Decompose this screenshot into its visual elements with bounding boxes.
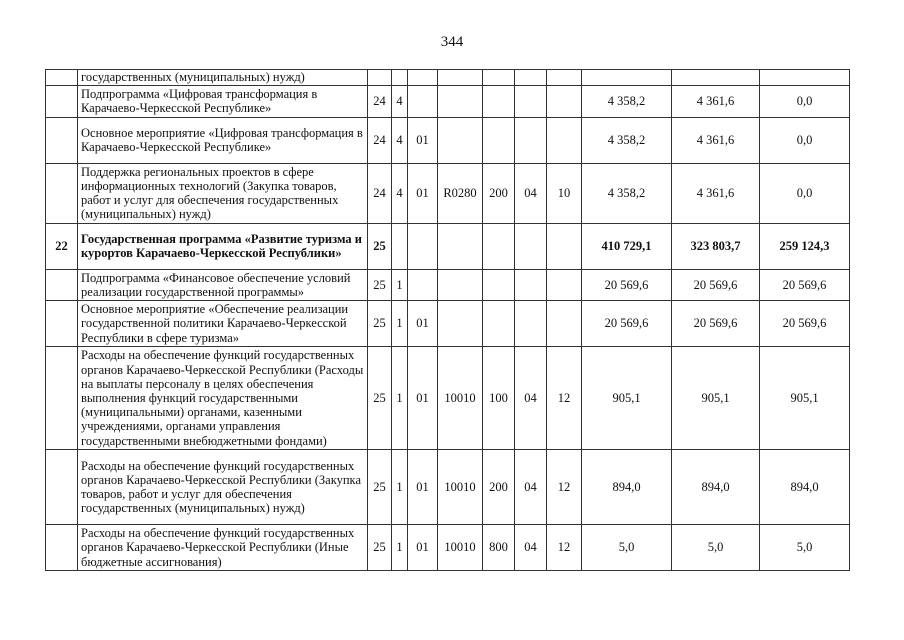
code-gp-cell: 25 bbox=[368, 347, 392, 450]
code-expense-type-cell bbox=[483, 70, 515, 86]
row-name-cell: Подпрограмма «Цифровая трансформация в Карачаево-Черкесской Республике» bbox=[78, 86, 368, 117]
amount-year1-cell: 20 569,6 bbox=[582, 269, 672, 300]
amount-year2-cell: 4 361,6 bbox=[672, 163, 760, 223]
row-number-cell bbox=[46, 117, 78, 163]
code-expense-type-cell: 200 bbox=[483, 163, 515, 223]
code-section-cell bbox=[515, 269, 547, 300]
amount-year2-cell: 323 803,7 bbox=[672, 223, 760, 269]
code-pp-cell bbox=[392, 70, 408, 86]
table-row bbox=[46, 163, 850, 223]
code-section-cell: 04 bbox=[515, 525, 547, 571]
budget-table bbox=[45, 69, 850, 571]
table-row bbox=[46, 525, 850, 571]
code-gp-cell: 25 bbox=[368, 525, 392, 571]
amount-year1-cell: 20 569,6 bbox=[582, 301, 672, 347]
code-gp-cell: 25 bbox=[368, 269, 392, 300]
code-gp-cell: 25 bbox=[368, 223, 392, 269]
code-subsection-cell bbox=[547, 117, 582, 163]
code-direction-cell: 10010 bbox=[438, 525, 483, 571]
code-direction-cell: R0280 bbox=[438, 163, 483, 223]
code-pp-cell: 4 bbox=[392, 163, 408, 223]
code-pp-cell: 1 bbox=[392, 525, 408, 571]
amount-year2-cell: 5,0 bbox=[672, 525, 760, 571]
table-row bbox=[46, 301, 850, 347]
code-section-cell bbox=[515, 117, 547, 163]
code-expense-type-cell bbox=[483, 117, 515, 163]
amount-year1-cell: 4 358,2 bbox=[582, 117, 672, 163]
code-gp-cell bbox=[368, 70, 392, 86]
row-number-cell: 22 bbox=[46, 223, 78, 269]
amount-year3-cell: 905,1 bbox=[760, 347, 850, 450]
amount-year1-cell: 4 358,2 bbox=[582, 163, 672, 223]
code-subsection-cell bbox=[547, 223, 582, 269]
amount-year3-cell: 0,0 bbox=[760, 163, 850, 223]
amount-year2-cell: 20 569,6 bbox=[672, 301, 760, 347]
row-number-cell bbox=[46, 70, 78, 86]
code-om-cell: 01 bbox=[408, 117, 438, 163]
code-section-cell: 04 bbox=[515, 347, 547, 450]
code-om-cell: 01 bbox=[408, 347, 438, 450]
code-om-cell bbox=[408, 86, 438, 117]
code-subsection-cell: 12 bbox=[547, 450, 582, 525]
code-section-cell: 04 bbox=[515, 163, 547, 223]
code-expense-type-cell bbox=[483, 301, 515, 347]
code-subsection-cell: 12 bbox=[547, 347, 582, 450]
row-number-cell bbox=[46, 86, 78, 117]
code-gp-cell: 24 bbox=[368, 86, 392, 117]
code-expense-type-cell: 100 bbox=[483, 347, 515, 450]
code-direction-cell bbox=[438, 223, 483, 269]
code-pp-cell: 4 bbox=[392, 117, 408, 163]
row-name-cell: Государственная программа «Развитие туризма и курортов Карачаево-Черкесской Республики» bbox=[78, 223, 368, 269]
amount-year2-cell: 20 569,6 bbox=[672, 269, 760, 300]
amount-year2-cell: 4 361,6 bbox=[672, 117, 760, 163]
code-expense-type-cell bbox=[483, 86, 515, 117]
amount-year3-cell: 5,0 bbox=[760, 525, 850, 571]
code-section-cell bbox=[515, 70, 547, 86]
code-direction-cell bbox=[438, 86, 483, 117]
code-expense-type-cell bbox=[483, 223, 515, 269]
table-row bbox=[46, 347, 850, 450]
code-om-cell: 01 bbox=[408, 301, 438, 347]
code-gp-cell: 25 bbox=[368, 301, 392, 347]
page-number: 344 bbox=[440, 34, 464, 50]
row-name-cell: Поддержка региональных проектов в сфере информационных технологий (Закупка товаров, работ и услуг для обеспечения государственных (муниципальных) нужд) bbox=[78, 163, 368, 223]
code-direction-cell: 10010 bbox=[438, 450, 483, 525]
amount-year2-cell: 905,1 bbox=[672, 347, 760, 450]
code-om-cell: 01 bbox=[408, 163, 438, 223]
code-expense-type-cell: 200 bbox=[483, 450, 515, 525]
code-pp-cell: 1 bbox=[392, 269, 408, 300]
table-row bbox=[46, 117, 850, 163]
row-name-cell: Расходы на обеспечение функций государственных органов Карачаево-Черкесской Республики (Расходы на выплаты персоналу в целях обеспечения выполнения функций государственными (муниципальными) органами, казенными учреждениями, органами управления государственными внебюджетными фондами) bbox=[78, 347, 368, 450]
code-subsection-cell bbox=[547, 301, 582, 347]
row-name-cell: Подпрограмма «Финансовое обеспечение условий реализации государственной программы» bbox=[78, 269, 368, 300]
amount-year2-cell: 4 361,6 bbox=[672, 86, 760, 117]
code-subsection-cell bbox=[547, 86, 582, 117]
code-expense-type-cell bbox=[483, 269, 515, 300]
code-direction-cell bbox=[438, 301, 483, 347]
amount-year3-cell: 259 124,3 bbox=[760, 223, 850, 269]
code-pp-cell: 1 bbox=[392, 301, 408, 347]
amount-year1-cell: 410 729,1 bbox=[582, 223, 672, 269]
amount-year1-cell: 5,0 bbox=[582, 525, 672, 571]
table-row bbox=[46, 70, 850, 86]
amount-year1-cell: 4 358,2 bbox=[582, 86, 672, 117]
code-section-cell bbox=[515, 223, 547, 269]
table-row bbox=[46, 223, 850, 269]
table-row bbox=[46, 269, 850, 300]
code-expense-type-cell: 800 bbox=[483, 525, 515, 571]
row-number-cell bbox=[46, 450, 78, 525]
code-gp-cell: 25 bbox=[368, 450, 392, 525]
code-om-cell bbox=[408, 269, 438, 300]
code-om-cell bbox=[408, 70, 438, 86]
table-row bbox=[46, 450, 850, 525]
row-name-cell: Расходы на обеспечение функций государственных органов Карачаево-Черкесской Республики (Закупка товаров, работ и услуг для обеспечения государственных (муниципальных) нужд) bbox=[78, 450, 368, 525]
code-om-cell bbox=[408, 223, 438, 269]
row-name-cell: государственных (муниципальных) нужд) bbox=[78, 70, 368, 86]
code-gp-cell: 24 bbox=[368, 163, 392, 223]
code-gp-cell: 24 bbox=[368, 117, 392, 163]
code-direction-cell bbox=[438, 269, 483, 300]
code-subsection-cell: 12 bbox=[547, 525, 582, 571]
code-section-cell bbox=[515, 301, 547, 347]
amount-year1-cell: 905,1 bbox=[582, 347, 672, 450]
code-subsection-cell: 10 bbox=[547, 163, 582, 223]
code-pp-cell: 1 bbox=[392, 450, 408, 525]
code-pp-cell bbox=[392, 223, 408, 269]
amount-year3-cell: 894,0 bbox=[760, 450, 850, 525]
row-name-cell: Основное мероприятие «Цифровая трансформация в Карачаево-Черкесской Республике» bbox=[78, 117, 368, 163]
amount-year2-cell: 894,0 bbox=[672, 450, 760, 525]
row-name-cell: Расходы на обеспечение функций государственных органов Карачаево-Черкесской Республики (Иные бюджетные ассигнования) bbox=[78, 525, 368, 571]
code-pp-cell: 4 bbox=[392, 86, 408, 117]
table-body bbox=[46, 70, 850, 571]
amount-year3-cell: 0,0 bbox=[760, 86, 850, 117]
amount-year1-cell: 894,0 bbox=[582, 450, 672, 525]
amount-year3-cell: 0,0 bbox=[760, 117, 850, 163]
amount-year1-cell bbox=[582, 70, 672, 86]
code-section-cell: 04 bbox=[515, 450, 547, 525]
row-number-cell bbox=[46, 269, 78, 300]
row-number-cell bbox=[46, 347, 78, 450]
code-om-cell: 01 bbox=[408, 525, 438, 571]
amount-year3-cell bbox=[760, 70, 850, 86]
row-number-cell bbox=[46, 525, 78, 571]
code-om-cell: 01 bbox=[408, 450, 438, 525]
code-direction-cell bbox=[438, 70, 483, 86]
code-direction-cell: 10010 bbox=[438, 347, 483, 450]
code-subsection-cell bbox=[547, 269, 582, 300]
amount-year2-cell bbox=[672, 70, 760, 86]
code-section-cell bbox=[515, 86, 547, 117]
code-direction-cell bbox=[438, 117, 483, 163]
row-number-cell bbox=[46, 163, 78, 223]
row-number-cell bbox=[46, 301, 78, 347]
amount-year3-cell: 20 569,6 bbox=[760, 269, 850, 300]
row-name-cell: Основное мероприятие «Обеспечение реализации государственной политики Карачаево-Черкесской Республики в сфере туризма» bbox=[78, 301, 368, 347]
code-pp-cell: 1 bbox=[392, 347, 408, 450]
table-row bbox=[46, 86, 850, 117]
code-subsection-cell bbox=[547, 70, 582, 86]
amount-year3-cell: 20 569,6 bbox=[760, 301, 850, 347]
